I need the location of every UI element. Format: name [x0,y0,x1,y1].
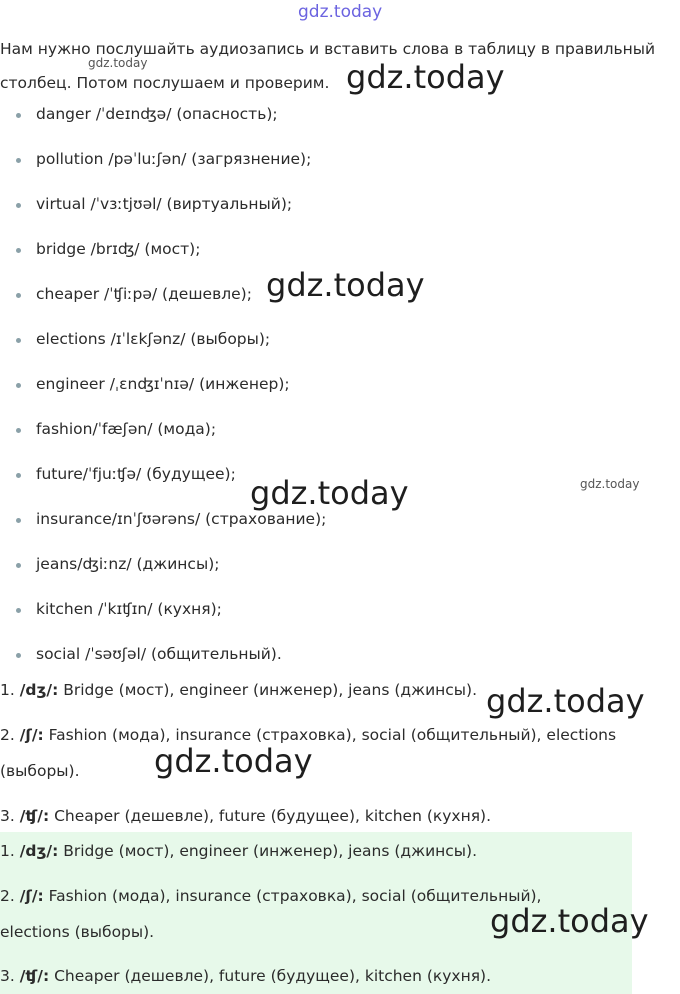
answer-line-2: 2. /ʃ/: Fashion (мода), insurance (страховка), social (общительный), elections (выборы). [0,726,617,780]
list-item: cheaper /ˈʧiːpə/ (дешевле); [0,272,326,317]
list-item: virtual /ˈvɜːtjʊəl/ (виртуальный); [0,182,326,227]
watermark-large: gdz.today [490,902,649,940]
list-item: engineer /ˌɛnʤɪˈnɪə/ (инженер); [0,362,326,407]
watermark-large: gdz.today [250,474,409,512]
list-item: insurance/ɪnˈʃʊərəns/ (страхование); [0,497,326,542]
watermark-large: gdz.today [266,266,425,304]
list-item: future/ˈfjuːʧə/ (будущее); [0,452,326,497]
answer-highlight-line-3: 3. /ʧ/: Cheaper (дешевле), future (будущее), kitchen (кухня). [0,967,492,985]
word-list [0,92,326,677]
answer-highlight-line-2: 2. /ʃ/: Fashion (мода), insurance (страховка), social (общительный), elections (выборы). [0,887,542,941]
list-item: kitchen /ˈkɪʧɪn/ (кухня); [0,587,326,632]
watermark-large: gdz.today [486,682,645,720]
watermark-small: gdz.today [88,56,148,70]
watermark-top: gdz.today [298,2,383,22]
list-item: fashion/ˈfæʃən/ (мода); [0,407,326,452]
answer-highlight-line-1: 1. /dʒ/: Bridge (мост), engineer (инженер), jeans (джинсы). [0,842,478,860]
list-item: danger /ˈdeɪnʤə/ (опасность); [0,92,326,137]
answer-line-3: 3. /ʧ/: Cheaper (дешевле), future (будущее), kitchen (кухня). [0,807,492,825]
intro-text: Нам нужно послушайть аудиозапись и вставить слова в таблицу в правильный столбец. Потом послушаем и проверим. [0,40,656,92]
list-item: social /ˈsəʊʃəl/ (общительный). [0,632,326,677]
watermark-small: gdz.today [580,477,640,491]
list-item: bridge /brɪʤ/ (мост); [0,227,326,272]
list-item: elections /ɪˈlɛkʃənz/ (выборы); [0,317,326,362]
watermark-large: gdz.today [346,58,505,96]
watermark-large: gdz.today [154,742,313,780]
answer-line-1: 1. /dʒ/: Bridge (мост), engineer (инженер), jeans (джинсы). [0,681,478,699]
list-item: pollution /pəˈluːʃən/ (загрязнение); [0,137,326,182]
list-item: jeans/ʤiːnz/ (джинсы); [0,542,326,587]
